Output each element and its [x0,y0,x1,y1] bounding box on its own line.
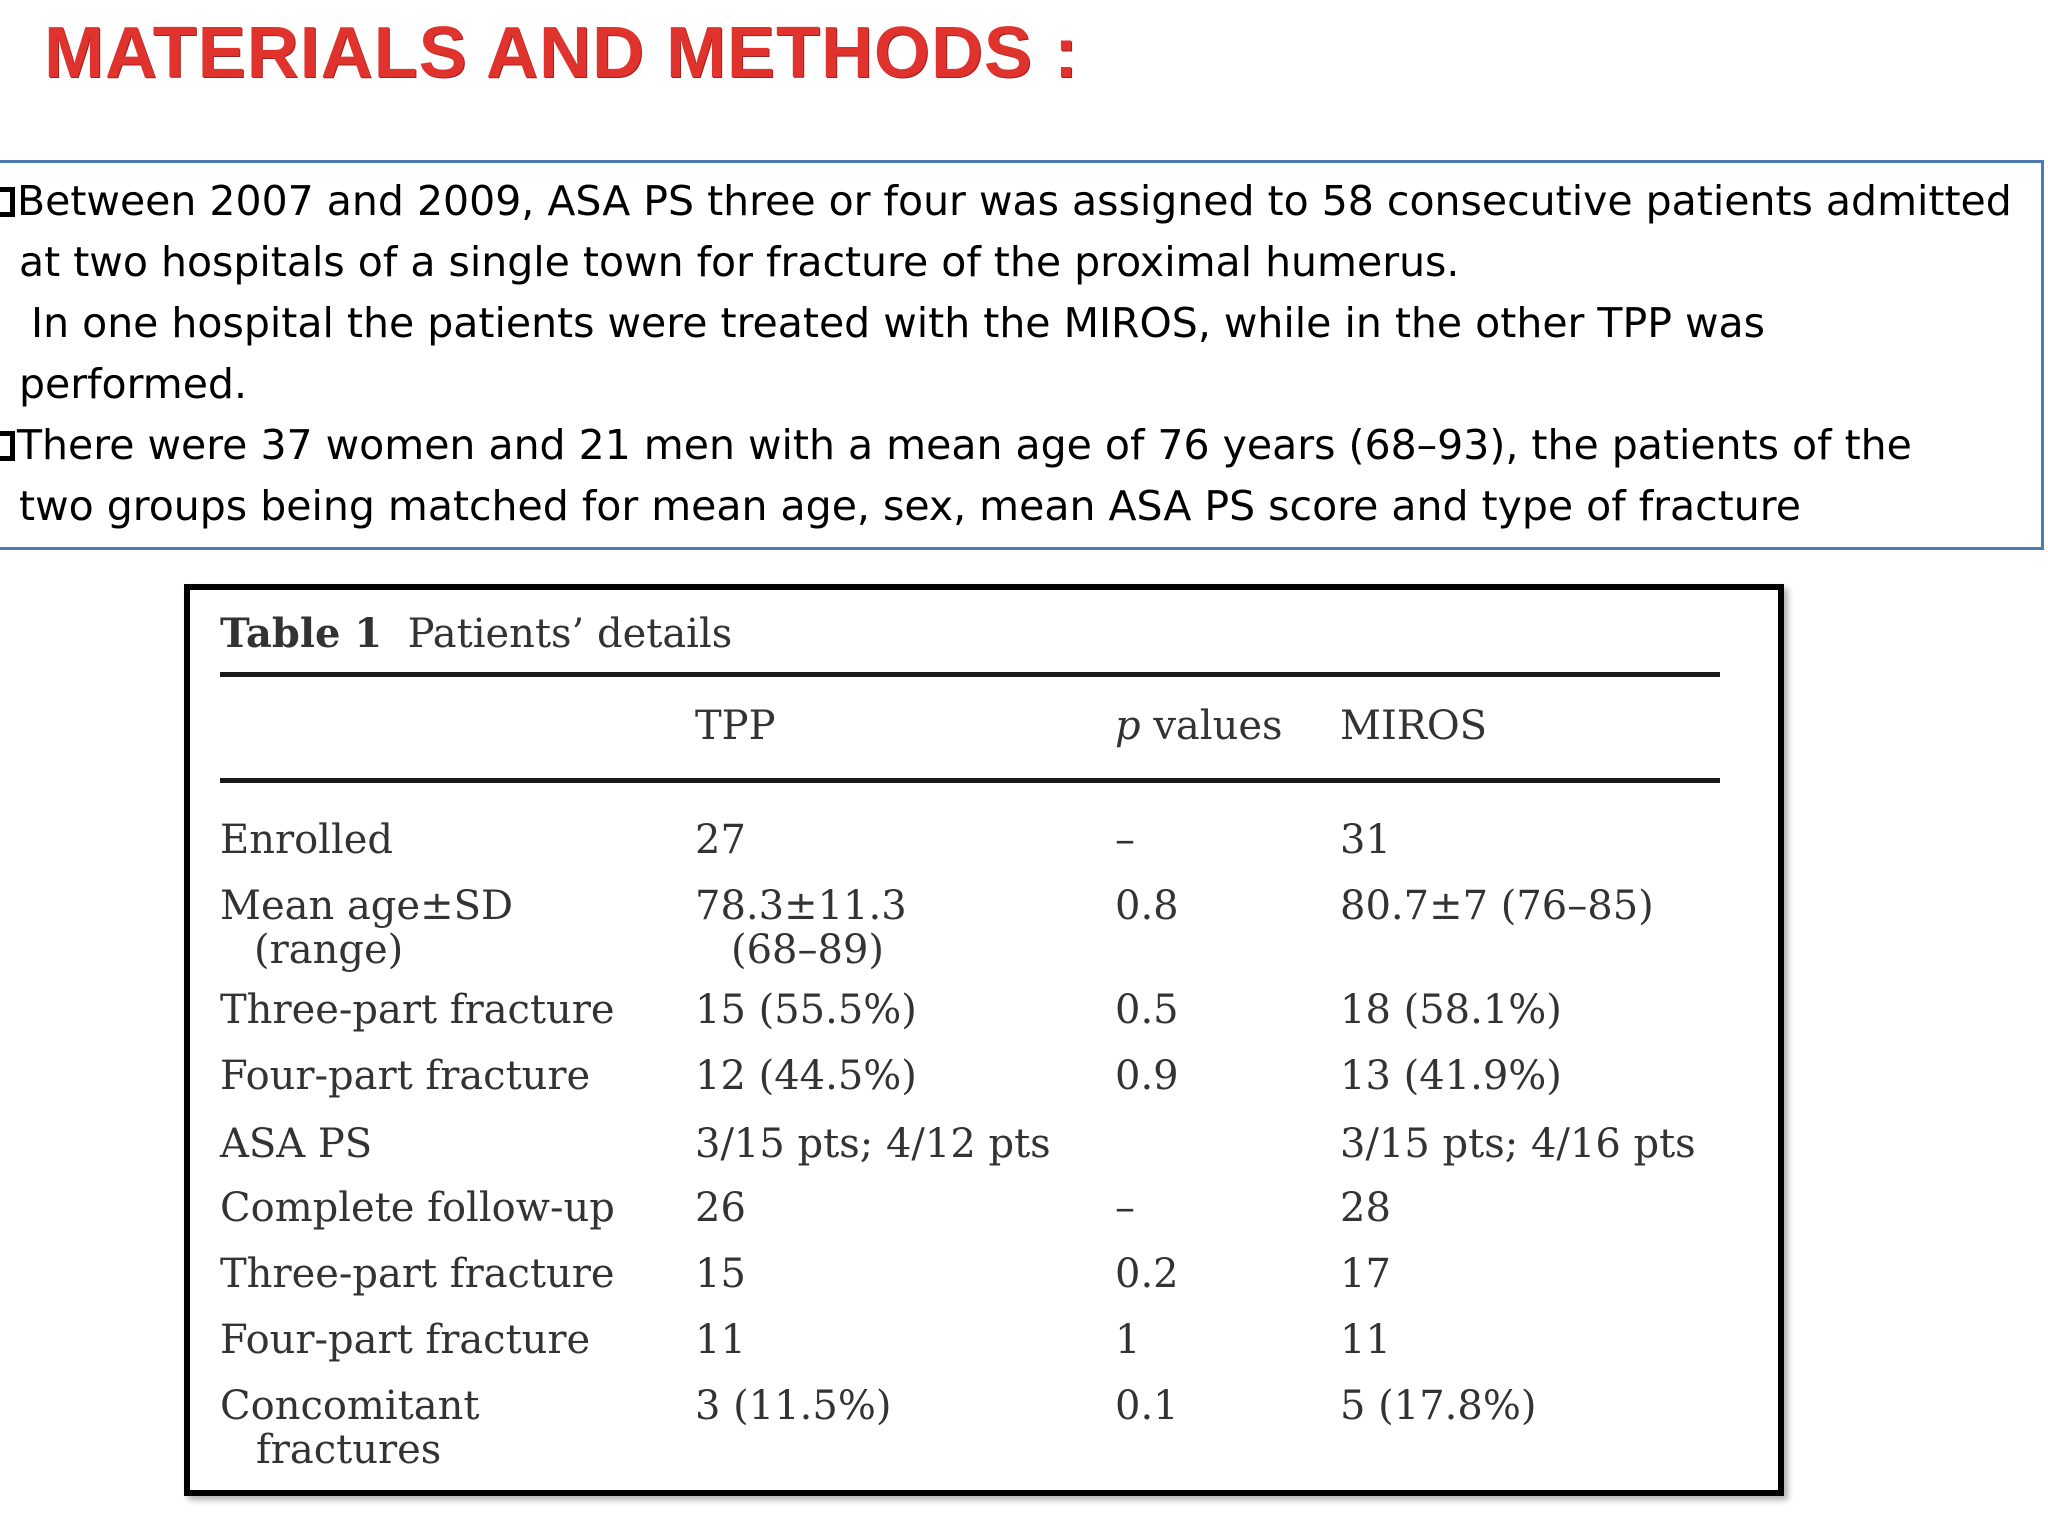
table-caption [220,610,732,657]
cell-miros: 13 (41.9%) [1340,1053,1562,1099]
cell-p-value: 0.5 [1115,987,1179,1033]
cell-miros: 28 [1340,1185,1391,1231]
cell-p-value: – [1115,817,1135,863]
bullet-line: There were 37 women and 21 men with a mean age of 76 years (68–93), the patients of the [0,415,1912,476]
row-label-four-part-fracture: Four-part fracture [220,1053,591,1099]
row-label-mean-age: Mean age±SD (range) [220,883,514,973]
bullet-marker-icon [0,187,15,217]
table-title: Patients’ details [407,611,733,657]
cell-tpp: 27 [695,817,746,863]
column-header-p-values: p values [1115,703,1283,749]
row-label-concomitant-fractures: Concomitant fractures [220,1383,480,1473]
row-label-four-part-fracture: Four-part fracture [220,1317,591,1363]
cell-p-value: 0.9 [1115,1053,1179,1099]
text-box [0,160,2044,550]
cell-tpp: 3 (11.5%) [695,1383,892,1429]
cell-p-value: 1 [1115,1317,1141,1363]
cell-p-value: 0.8 [1115,883,1179,929]
bullet-line: at two hospitals of a single town for fracture of the proximal humerus. [19,238,1460,286]
cell-tpp: 3/15 pts; 4/12 pts [695,1121,1051,1167]
cell-miros: 11 [1340,1317,1391,1363]
cell-tpp: 15 [695,1251,746,1297]
cell-tpp: 12 (44.5%) [695,1053,917,1099]
bullet-marker-icon [0,431,15,461]
cell-miros: 17 [1340,1251,1391,1297]
row-label-asa-ps: ASA PS [220,1121,373,1167]
bullet-line: Between 2007 and 2009, ASA PS three or four was assigned to 58 consecutive patients admitted [0,171,2012,232]
table-top-rule [220,672,1720,677]
cell-miros: 80.7±7 (76–85) [1340,883,1654,929]
row-label-three-part-fracture: Three-part fracture [220,987,615,1033]
row-label-enrolled: Enrolled [220,817,394,863]
bullet-paragraph-1 [0,171,2012,415]
table-header-rule [220,778,1720,783]
bullet-line: two groups being matched for mean age, sex, mean ASA PS score and type of fracture [19,482,1801,530]
cell-miros: 3/15 pts; 4/16 pts [1340,1121,1696,1167]
cell-p-value: 0.1 [1115,1383,1179,1429]
cell-miros: 18 (58.1%) [1340,987,1562,1033]
cell-miros: 31 [1340,817,1391,863]
cell-p-value: 0.2 [1115,1251,1179,1297]
cell-miros: 5 (17.8%) [1340,1383,1537,1429]
bullet-paragraph-2 [0,415,1912,537]
column-header-tpp: TPP [695,703,776,749]
column-header-miros: MIROS [1340,703,1488,749]
bullet-line: In one hospital the patients were treated with the MIROS, while in the other TPP was [31,299,1765,347]
bullet-line: performed. [19,360,247,408]
cell-tpp: 11 [695,1317,746,1363]
row-label-complete-follow-up: Complete follow-up [220,1185,615,1231]
patients-table [184,584,1784,1496]
slide-title: MATERIALS AND METHODS : [44,13,1079,93]
cell-tpp: 15 (55.5%) [695,987,917,1033]
cell-tpp: 26 [695,1185,746,1231]
table-number: Table 1 [220,610,383,657]
cell-p-value: – [1115,1185,1135,1231]
row-label-three-part-fracture: Three-part fracture [220,1251,615,1297]
cell-tpp: 78.3±11.3 (68–89) [695,883,907,973]
